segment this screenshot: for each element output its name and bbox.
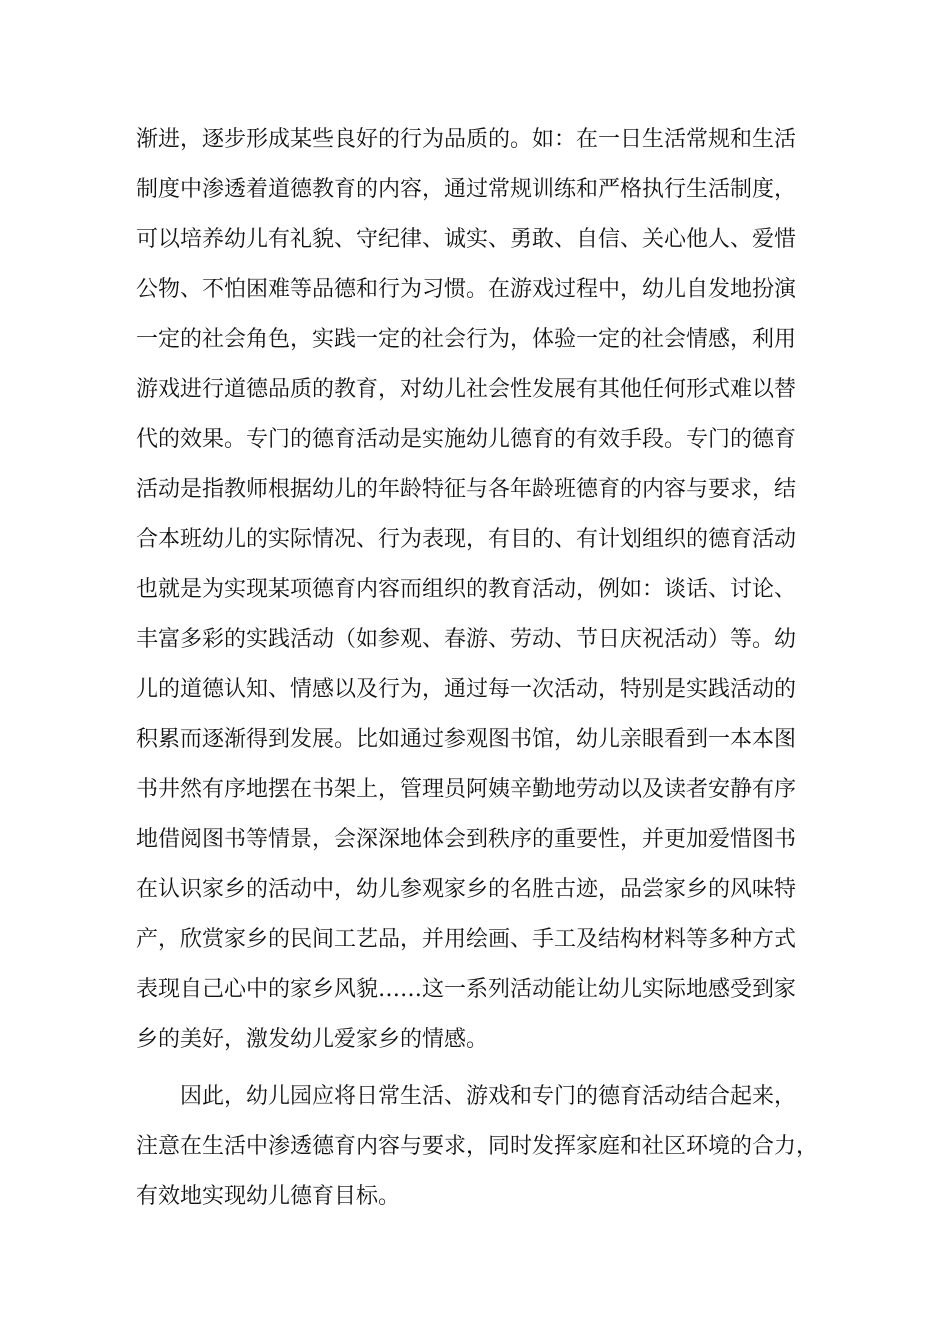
text-line: 产，欣赏家乡的民间工艺品，并用绘画、手工及结构材料等多种方式 [136, 927, 797, 952]
text-line: 书井然有序地摆在书架上，管理员阿姨辛勤地劳动以及读者安静有序 [136, 777, 797, 802]
text-line: 游戏进行道德品质的教育，对幼儿社会性发展有其他任何形式难以替 [136, 377, 797, 402]
text-line: 合本班幼儿的实际情况、行为表现，有目的、有计划组织的德育活动 [136, 527, 797, 552]
text-line: 活动是指教师根据幼儿的年龄特征与各年龄班德育的内容与要求，结 [136, 477, 797, 502]
text-line: 丰富多彩的实践活动（如参观、春游、劳动、节日庆祝活动）等。幼 [136, 627, 797, 652]
document-body [136, 115, 826, 1222]
text-line: 有效地实现幼儿德育目标。 [136, 1184, 401, 1209]
text-line: 乡的美好，激发幼儿爱家乡的情感。 [136, 1027, 489, 1052]
text-line: 代的效果。专门的德育活动是实施幼儿德育的有效手段。专门的德育 [136, 427, 797, 452]
text-line: 制度中渗透着道德教育的内容，通过常规训练和严格执行生活制度， [136, 177, 797, 202]
text-line: 公物、不怕困难等品德和行为习惯。在游戏过程中，幼儿自发地扮演 [136, 277, 797, 302]
text-line: 一定的社会角色，实践一定的社会行为，体验一定的社会情感，利用 [136, 327, 797, 352]
paragraph-2 [136, 1072, 826, 1222]
text-line: 儿的道德认知、情感以及行为，通过每一次活动，特别是实践活动的 [136, 677, 797, 702]
text-line: 可以培养幼儿有礼貌、守纪律、诚实、勇敢、自信、关心他人、爱惜 [136, 227, 797, 252]
text-line: 地借阅图书等情景，会深深地体会到秩序的重要性，并更加爱惜图书 [136, 827, 797, 852]
text-line: 表现自己心中的家乡风貌……这一系列活动能让幼儿实际地感受到家 [136, 977, 797, 1002]
text-line: 渐进，逐步形成某些良好的行为品质的。如：在一日生活常规和生活 [136, 127, 797, 152]
text-line: 也就是为实现某项德育内容而组织的教育活动，例如：谈话、讨论、 [136, 577, 797, 602]
text-line: 积累而逐渐得到发展。比如通过参观图书馆，幼儿亲眼看到一本本图 [136, 727, 797, 752]
text-line: 因此，幼儿园应将日常生活、游戏和专门的德育活动结合起来， [180, 1084, 797, 1109]
text-line: 注意在生活中渗透德育内容与要求，同时发挥家庭和社区环境的合力， [136, 1134, 819, 1159]
paragraph-1 [136, 115, 826, 1065]
text-line: 在认识家乡的活动中，幼儿参观家乡的名胜古迹，品尝家乡的风味特 [136, 877, 797, 902]
